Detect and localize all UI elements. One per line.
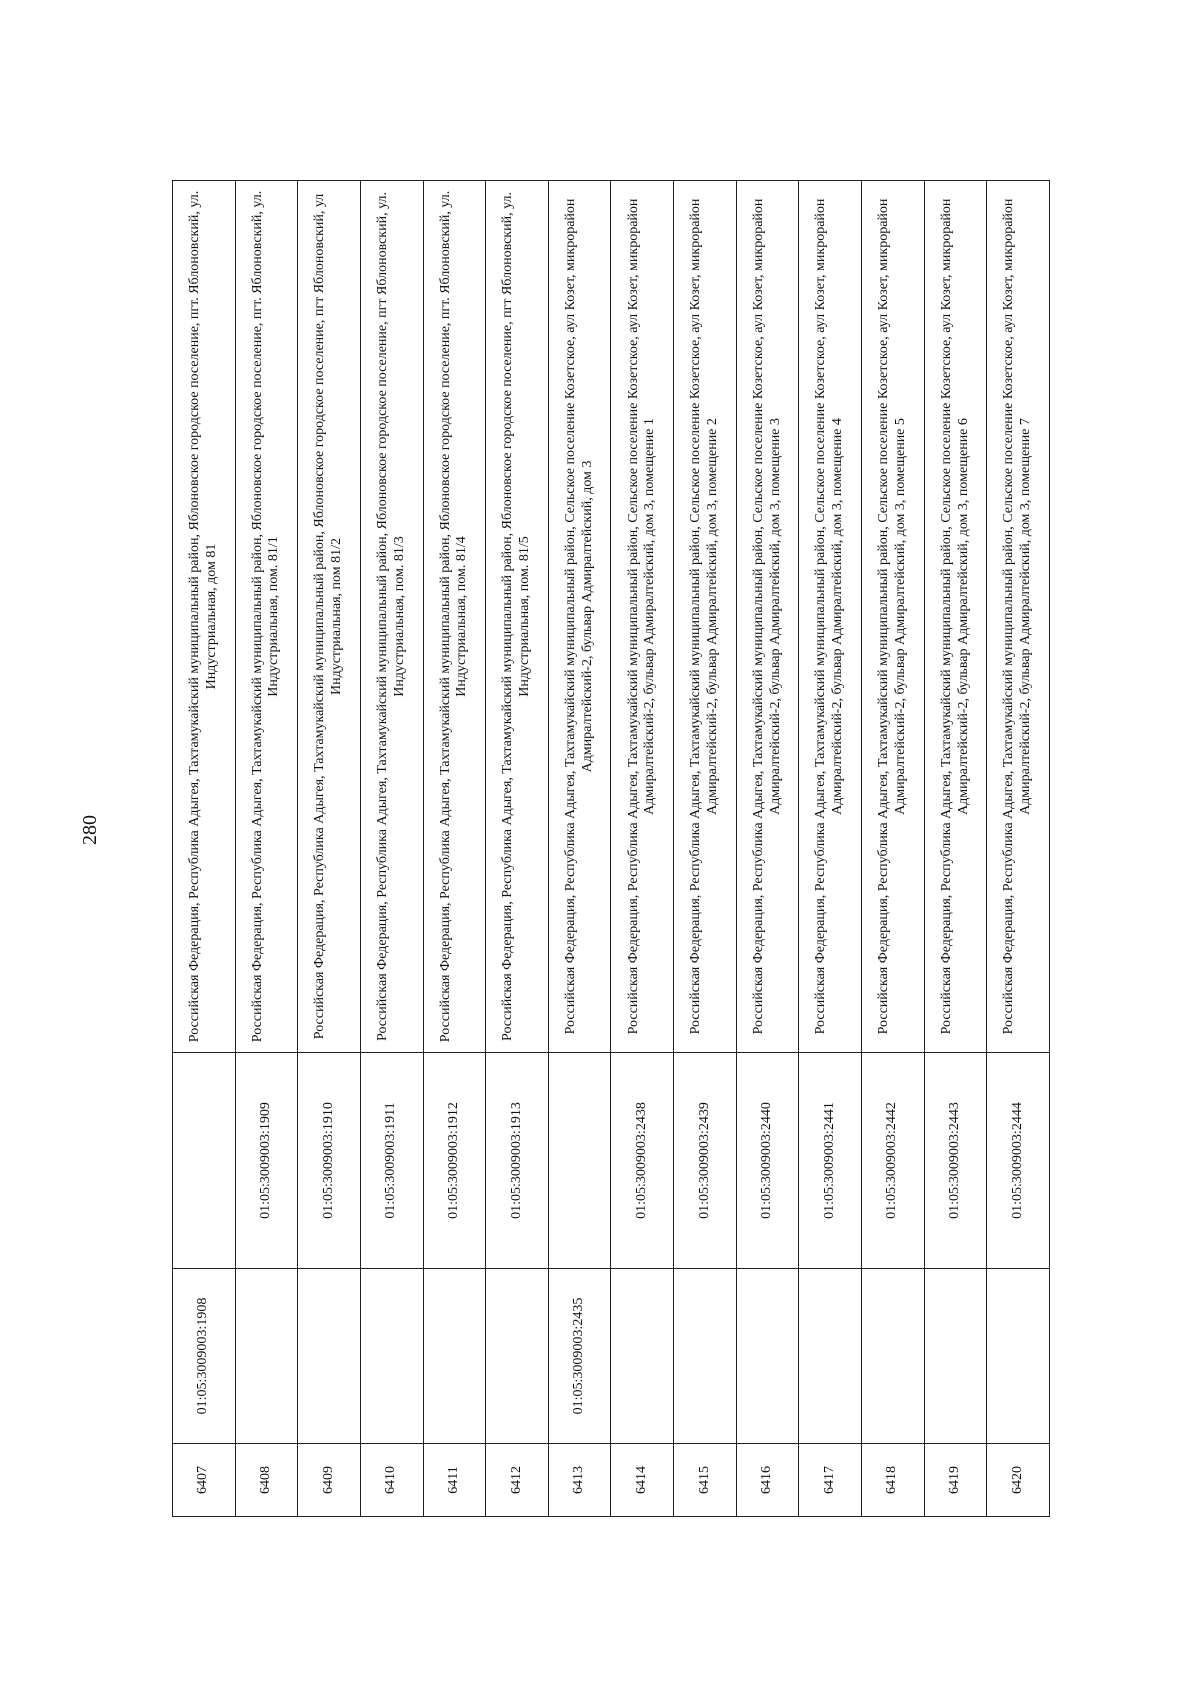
table-row (235, 181, 298, 1517)
cadastral-number: 01:05:3009003:1912 (423, 1053, 486, 1269)
parent-cadastral-number: 01:05:3009003:1908 (173, 1269, 236, 1444)
address: Российская Федерация, Республика Адыгея, Тахтамукайский муниципальный район, Сельское поселение Козетское, аул Козет, микрорайон Адмиралтейский-2, бульвар Адмиралтейский, дом 3, помещение 6 (924, 181, 987, 1053)
address: Российская Федерация, Республика Адыгея, Тахтамукайский муниципальный район, Сельское поселение Козетское, аул Козет, микрорайон Адмиралтейский-2, бульвар Адмиралтейский, дом 3, помещение 7 (987, 181, 1050, 1053)
cadastral-number (173, 1053, 236, 1269)
table-row (862, 181, 925, 1517)
parent-cadastral-number (486, 1269, 549, 1444)
table-row (298, 181, 361, 1517)
address: Российская Федерация, Республика Адыгея, Тахтамукайский муниципальный район, Яблоновское городское поселение, пгт. Яблоновский, ул. Индустриальная, дом 81 (173, 181, 236, 1053)
cadastral-number: 01:05:3009003:1909 (235, 1053, 298, 1269)
row-number: 6409 (298, 1444, 361, 1517)
row-number: 6416 (736, 1444, 799, 1517)
cadastral-number: 01:05:3009003:2440 (736, 1053, 799, 1269)
row-number: 6412 (486, 1444, 549, 1517)
table-row (736, 181, 799, 1517)
row-number: 6417 (799, 1444, 862, 1517)
table-row (924, 181, 987, 1517)
table-row (360, 181, 423, 1517)
table-row (486, 181, 549, 1517)
cadastral-number (548, 1053, 611, 1269)
rotated-table-container (172, 180, 1050, 1517)
cadastral-number: 01:05:3009003:2441 (799, 1053, 862, 1269)
row-number: 6410 (360, 1444, 423, 1517)
table-row (799, 181, 862, 1517)
address: Российская Федерация, Республика Адыгея, Тахтамукайский муниципальный район, Яблоновское городское поселение, пгт. Яблоновский, ул. Индустриальная, пом. 81/4 (423, 181, 486, 1053)
cadastral-number: 01:05:3009003:2444 (987, 1053, 1050, 1269)
address: Российская Федерация, Республика Адыгея, Тахтамукайский муниципальный район, Сельское поселение Козетское, аул Козет, микрорайон Адмиралтейский-2, бульвар Адмиралтейский, дом 3, помещение 3 (736, 181, 799, 1053)
cadastral-number: 01:05:3009003:1913 (486, 1053, 549, 1269)
row-number: 6411 (423, 1444, 486, 1517)
parent-cadastral-number (235, 1269, 298, 1444)
cadastral-number: 01:05:3009003:1910 (298, 1053, 361, 1269)
table-row (548, 181, 611, 1517)
parent-cadastral-number (423, 1269, 486, 1444)
row-number: 6414 (611, 1444, 674, 1517)
address: Российская Федерация, Республика Адыгея, Тахтамукайский муниципальный район, Сельское поселение Козетское, аул Козет, микрорайон Адмиралтейский-2, бульвар Адмиралтейский, дом 3, помещение 2 (674, 181, 737, 1053)
row-number: 6413 (548, 1444, 611, 1517)
table-row (423, 181, 486, 1517)
parent-cadastral-number (987, 1269, 1050, 1444)
page-number: 280 (79, 815, 101, 845)
row-number: 6418 (862, 1444, 925, 1517)
parent-cadastral-number (360, 1269, 423, 1444)
cadastral-number: 01:05:3009003:2438 (611, 1053, 674, 1269)
parent-cadastral-number (736, 1269, 799, 1444)
parent-cadastral-number (611, 1269, 674, 1444)
address: Российская Федерация, Республика Адыгея, Тахтамукайский муниципальный район, Яблоновское городское поселение, пгт Яблоновский, ул Индустриальная, пом 81/2 (298, 181, 361, 1053)
address: Российская Федерация, Республика Адыгея, Тахтамукайский муниципальный район, Сельское поселение Козетское, аул Козет, микрорайон Адмиралтейский-2, бульвар Адмиралтейский, дом 3 (548, 181, 611, 1053)
address: Российская Федерация, Республика Адыгея, Тахтамукайский муниципальный район, Яблоновское городское поселение, пгт Яблоновский, ул. Индустриальная, пом. 81/5 (486, 181, 549, 1053)
cadastral-number: 01:05:3009003:1911 (360, 1053, 423, 1269)
address: Российская Федерация, Республика Адыгея, Тахтамукайский муниципальный район, Сельское поселение Козетское, аул Козет, микрорайон Адмиралтейский-2, бульвар Адмиралтейский, дом 3, помещение 1 (611, 181, 674, 1053)
row-number: 6419 (924, 1444, 987, 1517)
cadastral-number: 01:05:3009003:2443 (924, 1053, 987, 1269)
address: Российская Федерация, Республика Адыгея, Тахтамукайский муниципальный район, Сельское поселение Козетское, аул Козет, микрорайон Адмиралтейский-2, бульвар Адмиралтейский, дом 3, помещение 5 (862, 181, 925, 1053)
parent-cadastral-number (799, 1269, 862, 1444)
table-row (173, 181, 236, 1517)
address: Российская Федерация, Республика Адыгея, Тахтамукайский муниципальный район, Яблоновское городское поселение, пгт Яблоновский, ул. Индустриальная, пом. 81/3 (360, 181, 423, 1053)
cadastral-number: 01:05:3009003:2442 (862, 1053, 925, 1269)
cadastral-number: 01:05:3009003:2439 (674, 1053, 737, 1269)
table-row (674, 181, 737, 1517)
registry-table (172, 180, 1050, 1517)
row-number: 6420 (987, 1444, 1050, 1517)
row-number: 6407 (173, 1444, 236, 1517)
parent-cadastral-number (862, 1269, 925, 1444)
parent-cadastral-number (924, 1269, 987, 1444)
parent-cadastral-number (298, 1269, 361, 1444)
address: Российская Федерация, Республика Адыгея, Тахтамукайский муниципальный район, Яблоновское городское поселение, пгт. Яблоновский, ул. Индустриальная, пом. 81/1 (235, 181, 298, 1053)
table-row (611, 181, 674, 1517)
parent-cadastral-number: 01:05:3009003:2435 (548, 1269, 611, 1444)
table-row (987, 181, 1050, 1517)
row-number: 6415 (674, 1444, 737, 1517)
row-number: 6408 (235, 1444, 298, 1517)
address: Российская Федерация, Республика Адыгея, Тахтамукайский муниципальный район, Сельское поселение Козетское, аул Козет, микрорайон Адмиралтейский-2, бульвар Адмиралтейский, дом 3, помещение 4 (799, 181, 862, 1053)
parent-cadastral-number (674, 1269, 737, 1444)
